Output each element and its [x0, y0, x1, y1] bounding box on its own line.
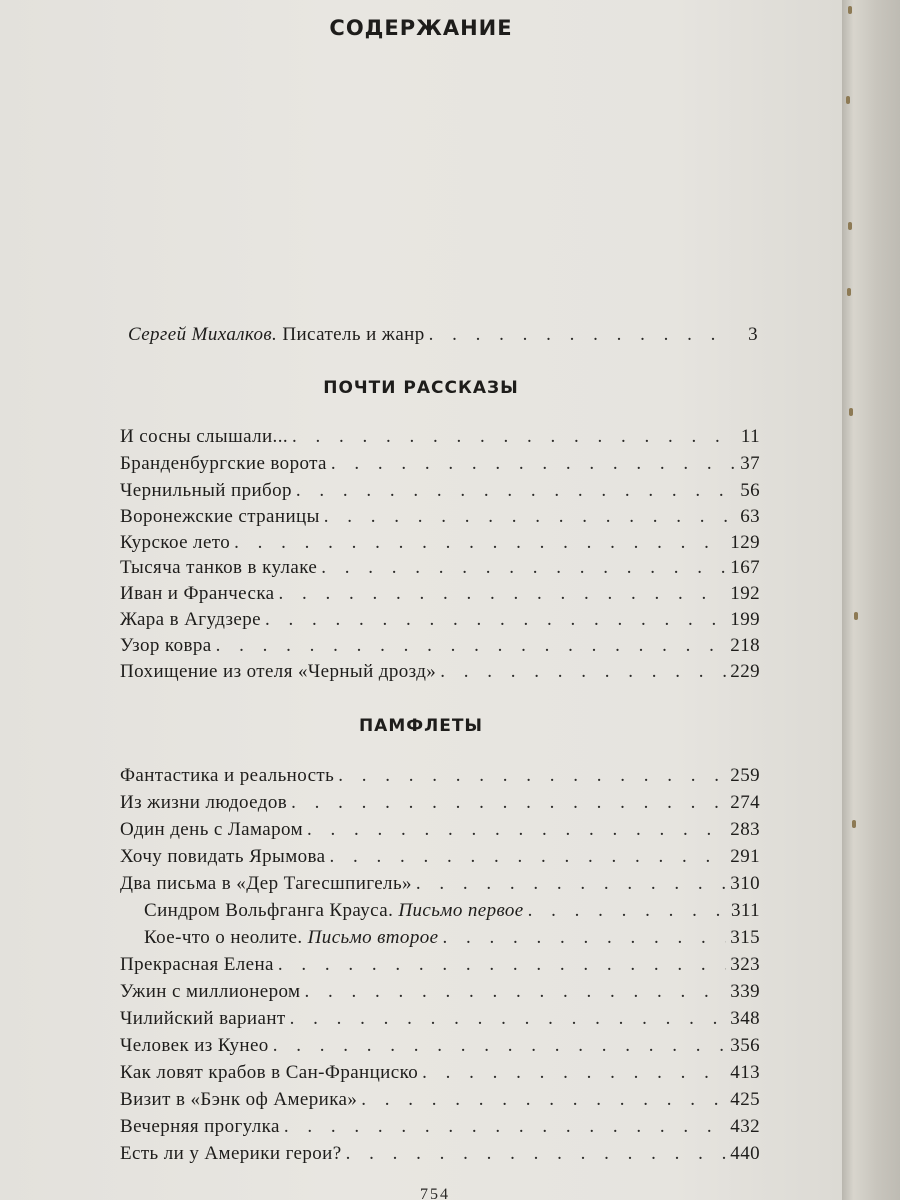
toc-entry: [120, 504, 760, 530]
toc-entry-page: 229: [730, 661, 760, 682]
leader-dots: [330, 844, 727, 870]
toc-entry-title: Тысяча танков в кулаке: [120, 557, 318, 578]
toc-entry: [120, 1141, 760, 1167]
edge-stain: [848, 6, 852, 14]
leader-dots: [273, 1033, 727, 1059]
page-number-cutoff: 754: [420, 1186, 450, 1200]
toc-entry-page: 311: [731, 900, 760, 921]
toc-entry-title: Чилийский вариант: [120, 1008, 286, 1029]
leader-dots: [442, 925, 726, 951]
toc-entry-page: 291: [730, 846, 760, 867]
toc-entry-page: 440: [730, 1143, 760, 1164]
toc-entry-page: 63: [740, 506, 760, 527]
toc-entry: [120, 1060, 760, 1086]
toc-entry: [120, 451, 760, 477]
toc-entry-page: 348: [730, 1008, 760, 1029]
toc-entry-title: Прекрасная Елена: [120, 954, 274, 975]
toc-entry-title: Визит в «Бэнк оф Америка»: [120, 1089, 358, 1110]
toc-entry: [120, 844, 760, 870]
toc-entry-title: [144, 898, 524, 924]
leader-dots: [346, 1141, 727, 1167]
edge-stain: [852, 820, 856, 828]
toc-entry: [120, 424, 760, 450]
toc-entry-page: 323: [730, 954, 760, 975]
intro-author: Сергей Михалков.: [128, 324, 278, 345]
toc-entry-title: Человек из Кунео: [120, 1035, 269, 1056]
book-page-edge: [842, 0, 900, 1200]
toc-entry-title: Чернильный прибор: [120, 480, 292, 501]
leader-dots: [304, 979, 726, 1005]
edge-stain: [848, 222, 852, 230]
toc-entry: [120, 1006, 760, 1032]
toc-entry-title: Есть ли у Америки герои?: [120, 1143, 342, 1164]
leader-dots: [234, 530, 726, 556]
subentry-subtitle: Письмо первое: [398, 900, 524, 921]
leader-dots: [291, 790, 726, 816]
toc-entry-page: 56: [740, 480, 760, 501]
toc-entry-title: [128, 322, 425, 348]
toc-subentry: [144, 925, 760, 951]
section-heading-pamphlets: ПАМФЛЕТЫ: [358, 716, 484, 736]
leader-dots: [216, 633, 727, 659]
toc-subentry: [144, 898, 760, 924]
leader-dots: [440, 659, 726, 685]
toc-entry-title: Жара в Агудзере: [120, 609, 261, 630]
toc-entry-title: Два письма в «Дер Тагесшпигель»: [120, 873, 412, 894]
leader-dots: [338, 763, 726, 789]
toc-entry-page: 432: [730, 1116, 760, 1137]
toc-entry-title: Иван и Франческа: [120, 583, 275, 604]
leader-dots: [331, 451, 736, 477]
toc-entry: [120, 478, 760, 504]
leader-dots: [290, 1006, 727, 1032]
toc-entry-title: Вечерняя прогулка: [120, 1116, 280, 1137]
leader-dots: [422, 1060, 726, 1086]
toc-entry-title: Узор ковра: [120, 635, 212, 656]
toc-entry: [120, 763, 760, 789]
edge-stain: [854, 612, 858, 620]
toc-entry-title: Хочу повидать Ярымова: [120, 846, 326, 867]
toc-entry: [120, 952, 760, 978]
toc-entry-title: Как ловят крабов в Сан-Франциско: [120, 1062, 419, 1083]
leader-dots: [265, 607, 726, 633]
toc-entry-page: 3: [748, 324, 758, 345]
edge-stain: [849, 408, 853, 416]
toc-entry-page: 218: [730, 635, 760, 656]
toc-entry-page: 425: [730, 1089, 760, 1110]
toc-entry-page: 259: [730, 765, 760, 786]
toc-entry-page: 129: [730, 532, 760, 553]
leader-dots: [416, 871, 726, 897]
toc-entry: [120, 607, 760, 633]
toc-entry-title: Бранденбургские ворота: [120, 453, 327, 474]
toc-entry: [120, 581, 760, 607]
leader-dots: [296, 478, 736, 504]
toc-entry: [120, 790, 760, 816]
leader-dots: [278, 952, 726, 978]
intro-title: Писатель и жанр: [282, 324, 425, 345]
toc-entry-title: И сосны слышали...: [120, 426, 289, 447]
toc-entry: [120, 817, 760, 843]
toc-entry-page: 11: [740, 426, 760, 447]
toc-entry: [120, 555, 760, 581]
toc-entry-title: Один день с Ламаром: [120, 819, 303, 840]
toc-entry: [120, 1033, 760, 1059]
toc-entry-page: 413: [730, 1062, 760, 1083]
toc-entry-page: 192: [730, 583, 760, 604]
leader-dots: [324, 504, 736, 530]
toc-entry-title: Курское лето: [120, 532, 231, 553]
toc-entry-title: Ужин с миллионером: [120, 981, 301, 1002]
toc-entry-page: 356: [730, 1035, 760, 1056]
toc-entry: [120, 659, 760, 685]
toc-entry: [120, 530, 760, 556]
toc-entry: [120, 979, 760, 1005]
leader-dots: [321, 555, 726, 581]
subentry-title: Кое-что о неолите.: [144, 927, 303, 948]
toc-entry-page: 339: [730, 981, 760, 1002]
edge-stain: [847, 288, 851, 296]
subentry-title: Синдром Вольфганга Крауса.: [144, 900, 394, 921]
toc-entry-page: 310: [730, 873, 760, 894]
leader-dots: [292, 424, 736, 450]
subentry-subtitle: Письмо второе: [307, 927, 439, 948]
leader-dots: [307, 817, 726, 843]
leader-dots: [429, 322, 734, 348]
toc-entry-page: 283: [730, 819, 760, 840]
leader-dots: [361, 1087, 726, 1113]
toc-entry-title: Фантастика и реальность: [120, 765, 335, 786]
contents-heading: СОДЕРЖАНИЕ: [329, 16, 513, 40]
toc-entry-title: Из жизни людоедов: [120, 792, 288, 813]
toc-entry-page: 37: [740, 453, 760, 474]
toc-entry: [120, 871, 760, 897]
leader-dots: [284, 1114, 726, 1140]
section-heading-almost-stories: ПОЧТИ РАССКАЗЫ: [323, 378, 519, 398]
toc-entry-title: Похищение из отеля «Черный дрозд»: [120, 661, 437, 682]
toc-entry-page: 315: [730, 927, 760, 948]
edge-stain: [846, 96, 850, 104]
toc-entry-page: 167: [730, 557, 760, 578]
toc-entry-page: 199: [730, 609, 760, 630]
toc-entry: [120, 633, 760, 659]
leader-dots: [528, 898, 727, 924]
leader-dots: [279, 581, 727, 607]
toc-entry-title: Воронежские страницы: [120, 506, 320, 527]
toc-entry-page: 274: [730, 792, 760, 813]
toc-entry: [120, 1114, 760, 1140]
toc-entry-title: [144, 925, 438, 951]
toc-entry: [120, 1087, 760, 1113]
toc-entry-intro: [128, 322, 758, 348]
